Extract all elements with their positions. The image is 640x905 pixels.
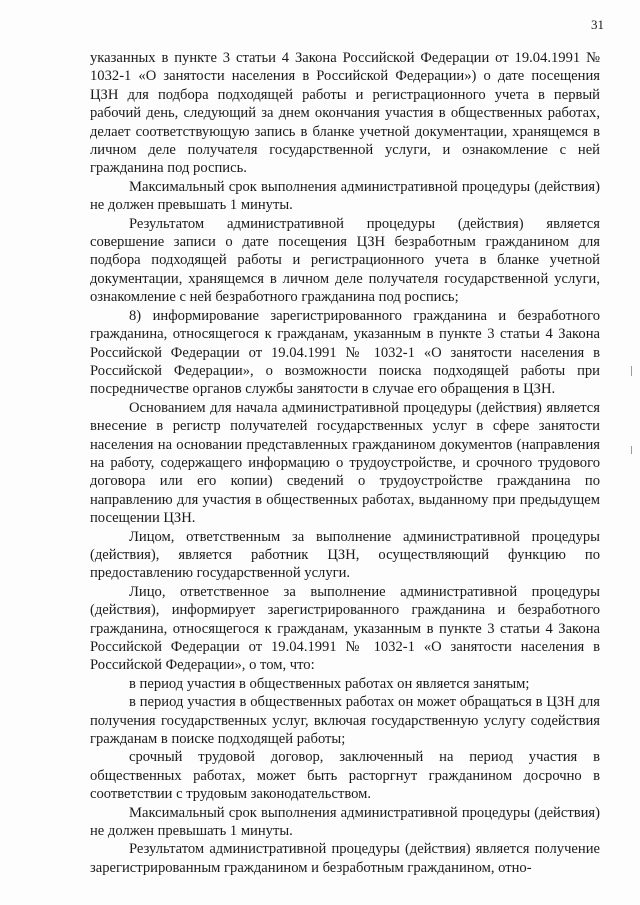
page-number: 31 <box>591 17 604 32</box>
paragraph-item-8: 8) информирование зарегистрированного гражданина и безработного гражданина, относящегося к гражданам, указанным в пункте 3 статьи 4 Закона Российской Федерации от 19.04.1991 № 1032-1 «О занятости населения в Российской Федерации», о возможности поиска подходящей работы при посредничестве органов службы занятости в случае его обращения в ЦЗН. <box>90 307 600 398</box>
body-text <box>90 49 600 877</box>
paragraph-max-duration-2: Максимальный срок выполнения административной процедуры (действия) не должен превышать 1 минуты. <box>90 804 600 840</box>
paragraph-informs: Лицо, ответственное за выполнение административной процедуры (действия), информирует зарегистрированного гражданина и безработного гражданина, относящегося к гражданам, указанным в пункте 3 статьи 4 Закона Российской Федерации от 19.04.1991 № 1032-1 «О занятости населения в Российской Федерации», о том, что: <box>90 583 600 674</box>
paragraph-basis: Основанием для начала административной процедуры (действия) является внесение в регистр получателей государственных услуг в сфере занятости населения на основании представленных гражданином документов (направления на работу, содержащего информацию о трудоустройстве, и срочного трудового договора или его копии) сведений о трудоустройстве гражданина по направлению для участия в общественных работах, выданному при предыдущем посещении ЦЗН. <box>90 399 600 527</box>
scan-margin-mark <box>631 446 632 454</box>
paragraph-responsible-person: Лицом, ответственным за выполнение административной процедуры (действия), является работник ЦЗН, осуществляющий функцию по предоставлению государственной услуги. <box>90 528 600 582</box>
paragraph-max-duration: Максимальный срок выполнения административной процедуры (действия) не должен превышать 1 минуты. <box>90 178 600 214</box>
paragraph-result-2: Результатом административной процедуры (действия) является получение зарегистрированным гражданином и безработным гражданином, отно- <box>90 841 600 876</box>
paragraph-continuation: указанных в пункте 3 статьи 4 Закона Российской Федерации от 19.04.1991 № 1032-1 «О занятости населения в Российской Федерации») о дате посещения ЦЗН для подбора подходящей работы и регистрационного учета в первый рабочий день, следующий за днем окончания участия в общественных работах, делает соответствующую запись в бланке учетной документации, хранящемся в личном деле получателя государственной услуги, и ознакомление с ней гражданина под роспись. <box>90 50 600 177</box>
paragraph-result: Результатом административной процедуры (действия) является совершение записи о дате посещения ЦЗН безработным гражданином для подбора подходящей работы и регистрационного учета в бланке учетной документации, хранящемся в личном деле получателя государственной услуги, ознакомление с ней безработного гражданина под роспись; <box>90 215 600 306</box>
list-item-employed: в период участия в общественных работах он является занятым; <box>129 675 530 692</box>
scan-margin-mark <box>631 366 632 376</box>
list-item-may-apply: в период участия в общественных работах он может обращаться в ЦЗН для получения государственных услуг, включая государственную услугу содействия гражданам в поиске подходящей работы; <box>90 694 600 748</box>
list-item-contract: срочный трудовой договор, заключенный на период участия в общественных работах, может быть расторгнут гражданином досрочно в соответствии с трудовым законодательством. <box>90 749 600 803</box>
